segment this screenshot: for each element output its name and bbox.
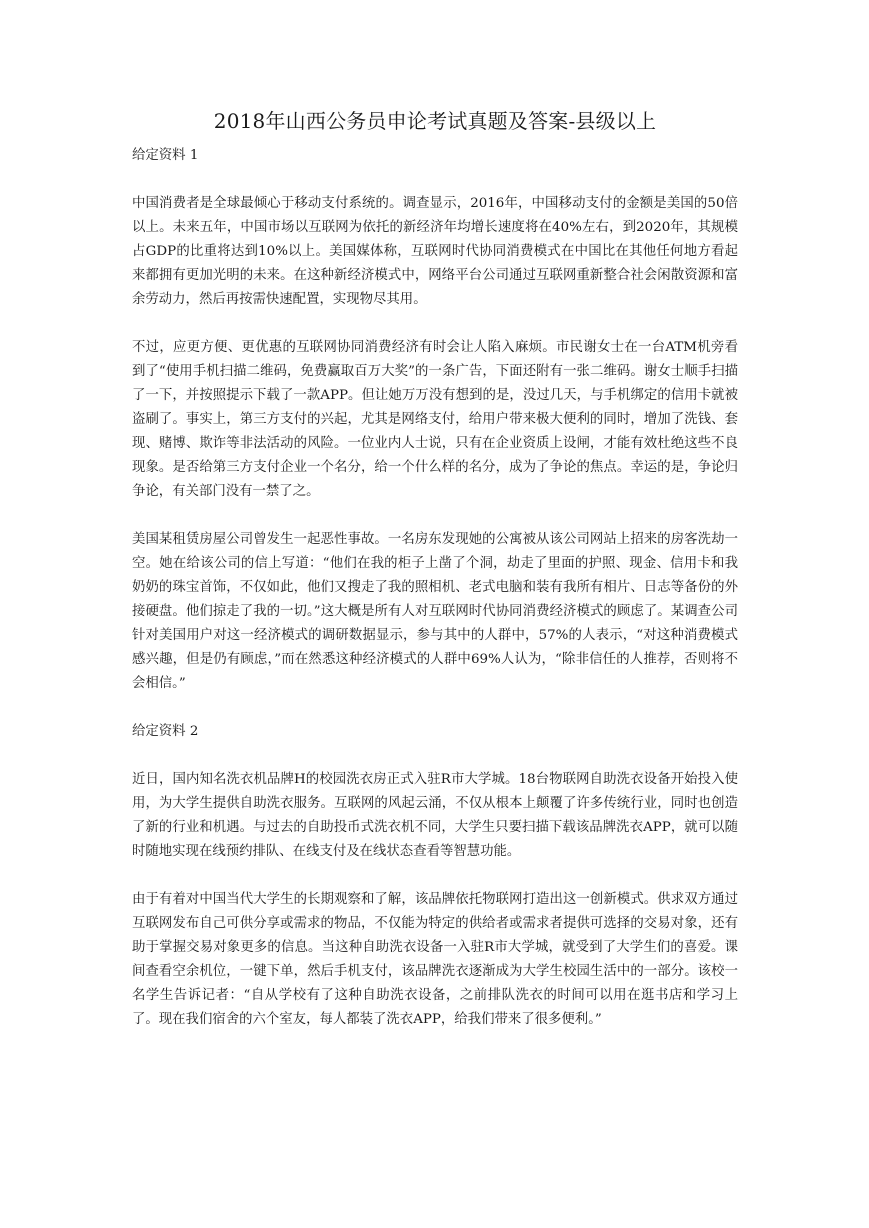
document-title: 2018年山西公务员申论考试真题及答案-县级以上 (213, 109, 657, 133)
paragraph: 近日，国内知名洗衣机品牌H的校园洗衣房正式入驻R市大学城。18台物联网自助洗衣设备开始投入使用，为大学生提供自助洗衣服务。互联网的风起云涌，不仅从根本上颠覆了许多传统行业，同时也创造了新的行业和机遇。与过去的自助投币式洗衣机不同，大学生只要扫描下载该品牌洗衣APP，就可以随时随地实现在线预约排队、在线支付及在线状态查看等智慧功能。 (132, 772, 738, 859)
paragraph: 由于有着对中国当代大学生的长期观察和了解，该品牌依托物联网打造出这一创新模式。供求双方通过互联网发布自己可供分享或需求的物品，不仅能为特定的供给者或需求者提供可选择的交易对象，还有助于掌握交易对象更多的信息。当这种自助洗衣设备一入驻R市大学城，就受到了大学生们的喜爱。课间查看空余机位，一键下单，然后手机支付，该品牌洗衣逐渐成为大学生校园生活中的一部分。该校一名学生告诉记者：“自从学校有了这种自助洗衣设备，之前排队洗衣的时间可以用在逛书店和学习上了。现在我们宿舍的六个室友，每人都装了洗衣APP，给我们带来了很多便利。” (132, 892, 738, 1027)
section-label: 给定资料 2 (132, 724, 199, 739)
paragraph: 中国消费者是全球最倾心于移动支付系统的。调查显示，2016年，中国移动支付的金额是美国的50倍以上。未来五年，中国市场以互联网为依托的新经济年均增长速度将在40%左右，到2020年，其规模占GDP的比重将达到10%以上。美国媒体称，互联网时代协同消费模式在中国比在其他任何地方看起来都拥有更加光明的未来。在这种新经济模式中，网络平台公司通过互联网重新整合社会闲散资源和富余劳动力，然后再按需快速配置，实现物尽其用。 (132, 196, 738, 307)
paragraph: 不过，应更方便、更优惠的互联网协同消费经济有时会让人陷入麻烦。市民谢女士在一台ATM机旁看到了“使用手机扫描二维码，免费赢取百万大奖”的一条广告，下面还附有一张二维码。谢女士顺手扫描了一下，并按照提示下载了一款APP。但让她万万没有想到的是，没过几天，与手机绑定的信用卡就被盗刷了。事实上，第三方支付的兴起，尤其是网络支付，给用户带来极大便利的同时，增加了洗钱、套现、赌博、欺诈等非法活动的风险。一位业内人士说，只有在企业资质上设闸，才能有效杜绝这些不良现象。是否给第三方支付企业一个名分，给一个什么样的名分，成为了争论的焦点。幸运的是，争论归争论，有关部门没有一禁了之。 (132, 340, 738, 499)
section-1 (132, 144, 738, 696)
paragraph: 美国某租赁房屋公司曾发生一起恶性事故。一名房东发现她的公寓被从该公司网站上招来的房客洗劫一空。她在给该公司的信上写道：“他们在我的柜子上凿了个洞，劫走了里面的护照、现金、信用卡和我奶奶的珠宝首饰，不仅如此，他们又搜走了我的照相机、老式电脑和装有我所有相片、日志等备份的外接硬盘。他们掠走了我的一切。”这大概是所有人对互联网时代协同消费经济模式的顾虑了。某调查公司针对美国用户对这一经济模式的调研数据显示，参与其中的人群中，57%的人表示，“对这种消费模式感兴趣，但是仍有顾虑，”而在然悉这种经济模式的人群中69%人认为，“除非信任的人推荐，否则将不会相信。” (132, 532, 738, 691)
section-label: 给定资料 1 (132, 148, 199, 163)
document-page (132, 108, 738, 1032)
section-2 (132, 720, 738, 1032)
